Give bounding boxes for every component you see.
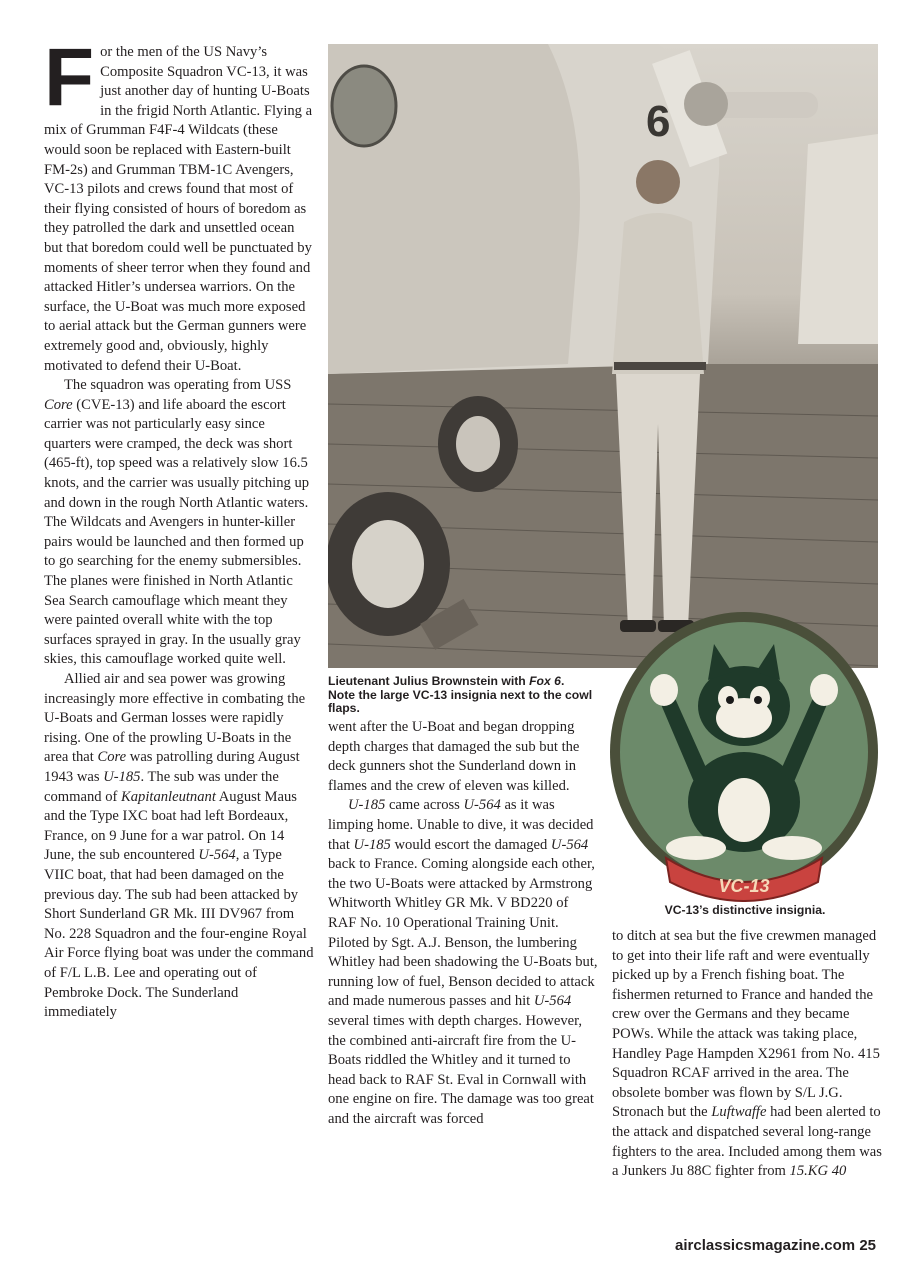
drop-cap: F xyxy=(44,32,95,123)
article-column-1 xyxy=(44,32,314,1023)
paragraph: Allied air and sea power was growing increasingly more effective in combating the U-Boats and German losses were rapidly rising. One of the prowling U-Boats in the area that Core was patrolling during August 1943 was U-185. The sub was under the command of Kapitanleutnant August Maus and the Type IXC boat had left Bordeaux, France, on 9 June for a war patrol. On 14 June, the sub encountered U-564, a Type VIIC boat, that had been damaged on the previous day. The sub had been attacked by Short Sunderland GR Mk. III DV967 from No. 228 Squadron and the four-engine Royal Air Force flying boat was under the command of F/L L.B. Lee and operating out of Pembroke Dock. The Sunderland immediately xyxy=(44,671,314,1021)
photo-pilot-with-wildcat xyxy=(328,44,878,668)
paragraph: to ditch at sea but the five crewmen managed to get into their life raft and were eventually picked up by a French fishing boat. The fishermen returned to France and handed the crew over the Germans and they became POWs. While the attack was taking place, Handley Page Hampden X2961 from No. 415 Squadron RCAF arrived in the area. The obsolete bomber was flown by S/L J.G. Stronach but the Luftwaffe had been alerted to the attack and dispatched several long-range fighters to the area. Included among them was a Junkers Ju 88C fighter from 15.KG 40 xyxy=(612,928,882,1180)
vc13-insignia-patch xyxy=(604,606,884,902)
photo-caption: Lieutenant Julius Brownstein with Fox 6. Note the large VC-13 insignia next to the cowl flaps. xyxy=(328,674,593,716)
plane-number: 6 xyxy=(646,97,671,146)
insignia-scroll-text: VC-13 xyxy=(718,876,770,896)
article-column-3 xyxy=(612,927,882,1182)
paragraph: The squadron was operating from USS Core (CVE-13) and life aboard the escort carrier was not particularly easy since quarters were cramped, the deck was short (465-ft), top speed was a relatively slow 16.5 knots, and the carrier was usually pitching up and down in the rough North Atlantic waters. The Wildcats and Avengers in hunter-killer pairs would be launched and then formed up to go searching for the enemy submersibles. The planes were finished in North Atlantic Sea Search camouflage which meant they were painted overall white with the top surfaces sprayed in gray. In the usually gray skies, this camouflage worked quite well. xyxy=(44,377,310,668)
page-footer xyxy=(675,1237,876,1254)
insignia-caption: VC-13’s distinctive insignia. xyxy=(664,903,826,917)
photo-illustration xyxy=(328,44,878,668)
magazine-site: airclassicsmagazine.com xyxy=(675,1237,856,1254)
paragraph: U-185 came across U-564 as it was limping home. Unable to dive, it was decided that U-185 would escort the damaged U-564 back to France. Coming alongside each other, the two U-Boats were attacked by Armstrong Whitworth Whitley GR Mk. V BD220 of RAF No. 10 Operational Training Unit. Piloted by Sgt. A.J. Benson, the lumbering Whitley had been shadowing the U-Boats but, running low of fuel, Benson decided to attack and made numerous passes and hit U-564 several times with depth charges. However, the combined anti-aircraft fire from the U-Boats riddled the Whitley and it turned to head back to RAF St. Eval in Cornwall with one engine on fire. The damage was too great and the aircraft was forced xyxy=(328,797,598,1127)
article-column-2 xyxy=(328,718,598,1129)
paragraph: went after the U-Boat and began dropping depth charges that damaged the sub but the deck gunners shot the Sunderland down in flames and the crew of eleven was killed. xyxy=(328,719,580,794)
patch-emblem xyxy=(610,612,878,901)
page-number: 25 xyxy=(859,1237,876,1254)
paragraph: For the men of the US Navy’s Composite Squadron VC-13, it was just another day of hunting U-Boats in the frigid North Atlantic. Flying a mix of Grumman F4F-4 Wildcats (these would soon be replaced with Eastern-built FM-2s) and Grumman TBM-1C Avengers, VC-13 pilots and crews found that most of their flying consisted of hours of boredom as they patrolled the dark and unsettled ocean but that boredom could well be punctuated by moments of sheer terror when they found and attacked Hitler’s undersea warriors. On the surface, the U-Boat was much more exposed to aerial attack but the German gunners were extremely good and, obviously, highly motivated to defend their U-Boat. xyxy=(44,32,313,374)
